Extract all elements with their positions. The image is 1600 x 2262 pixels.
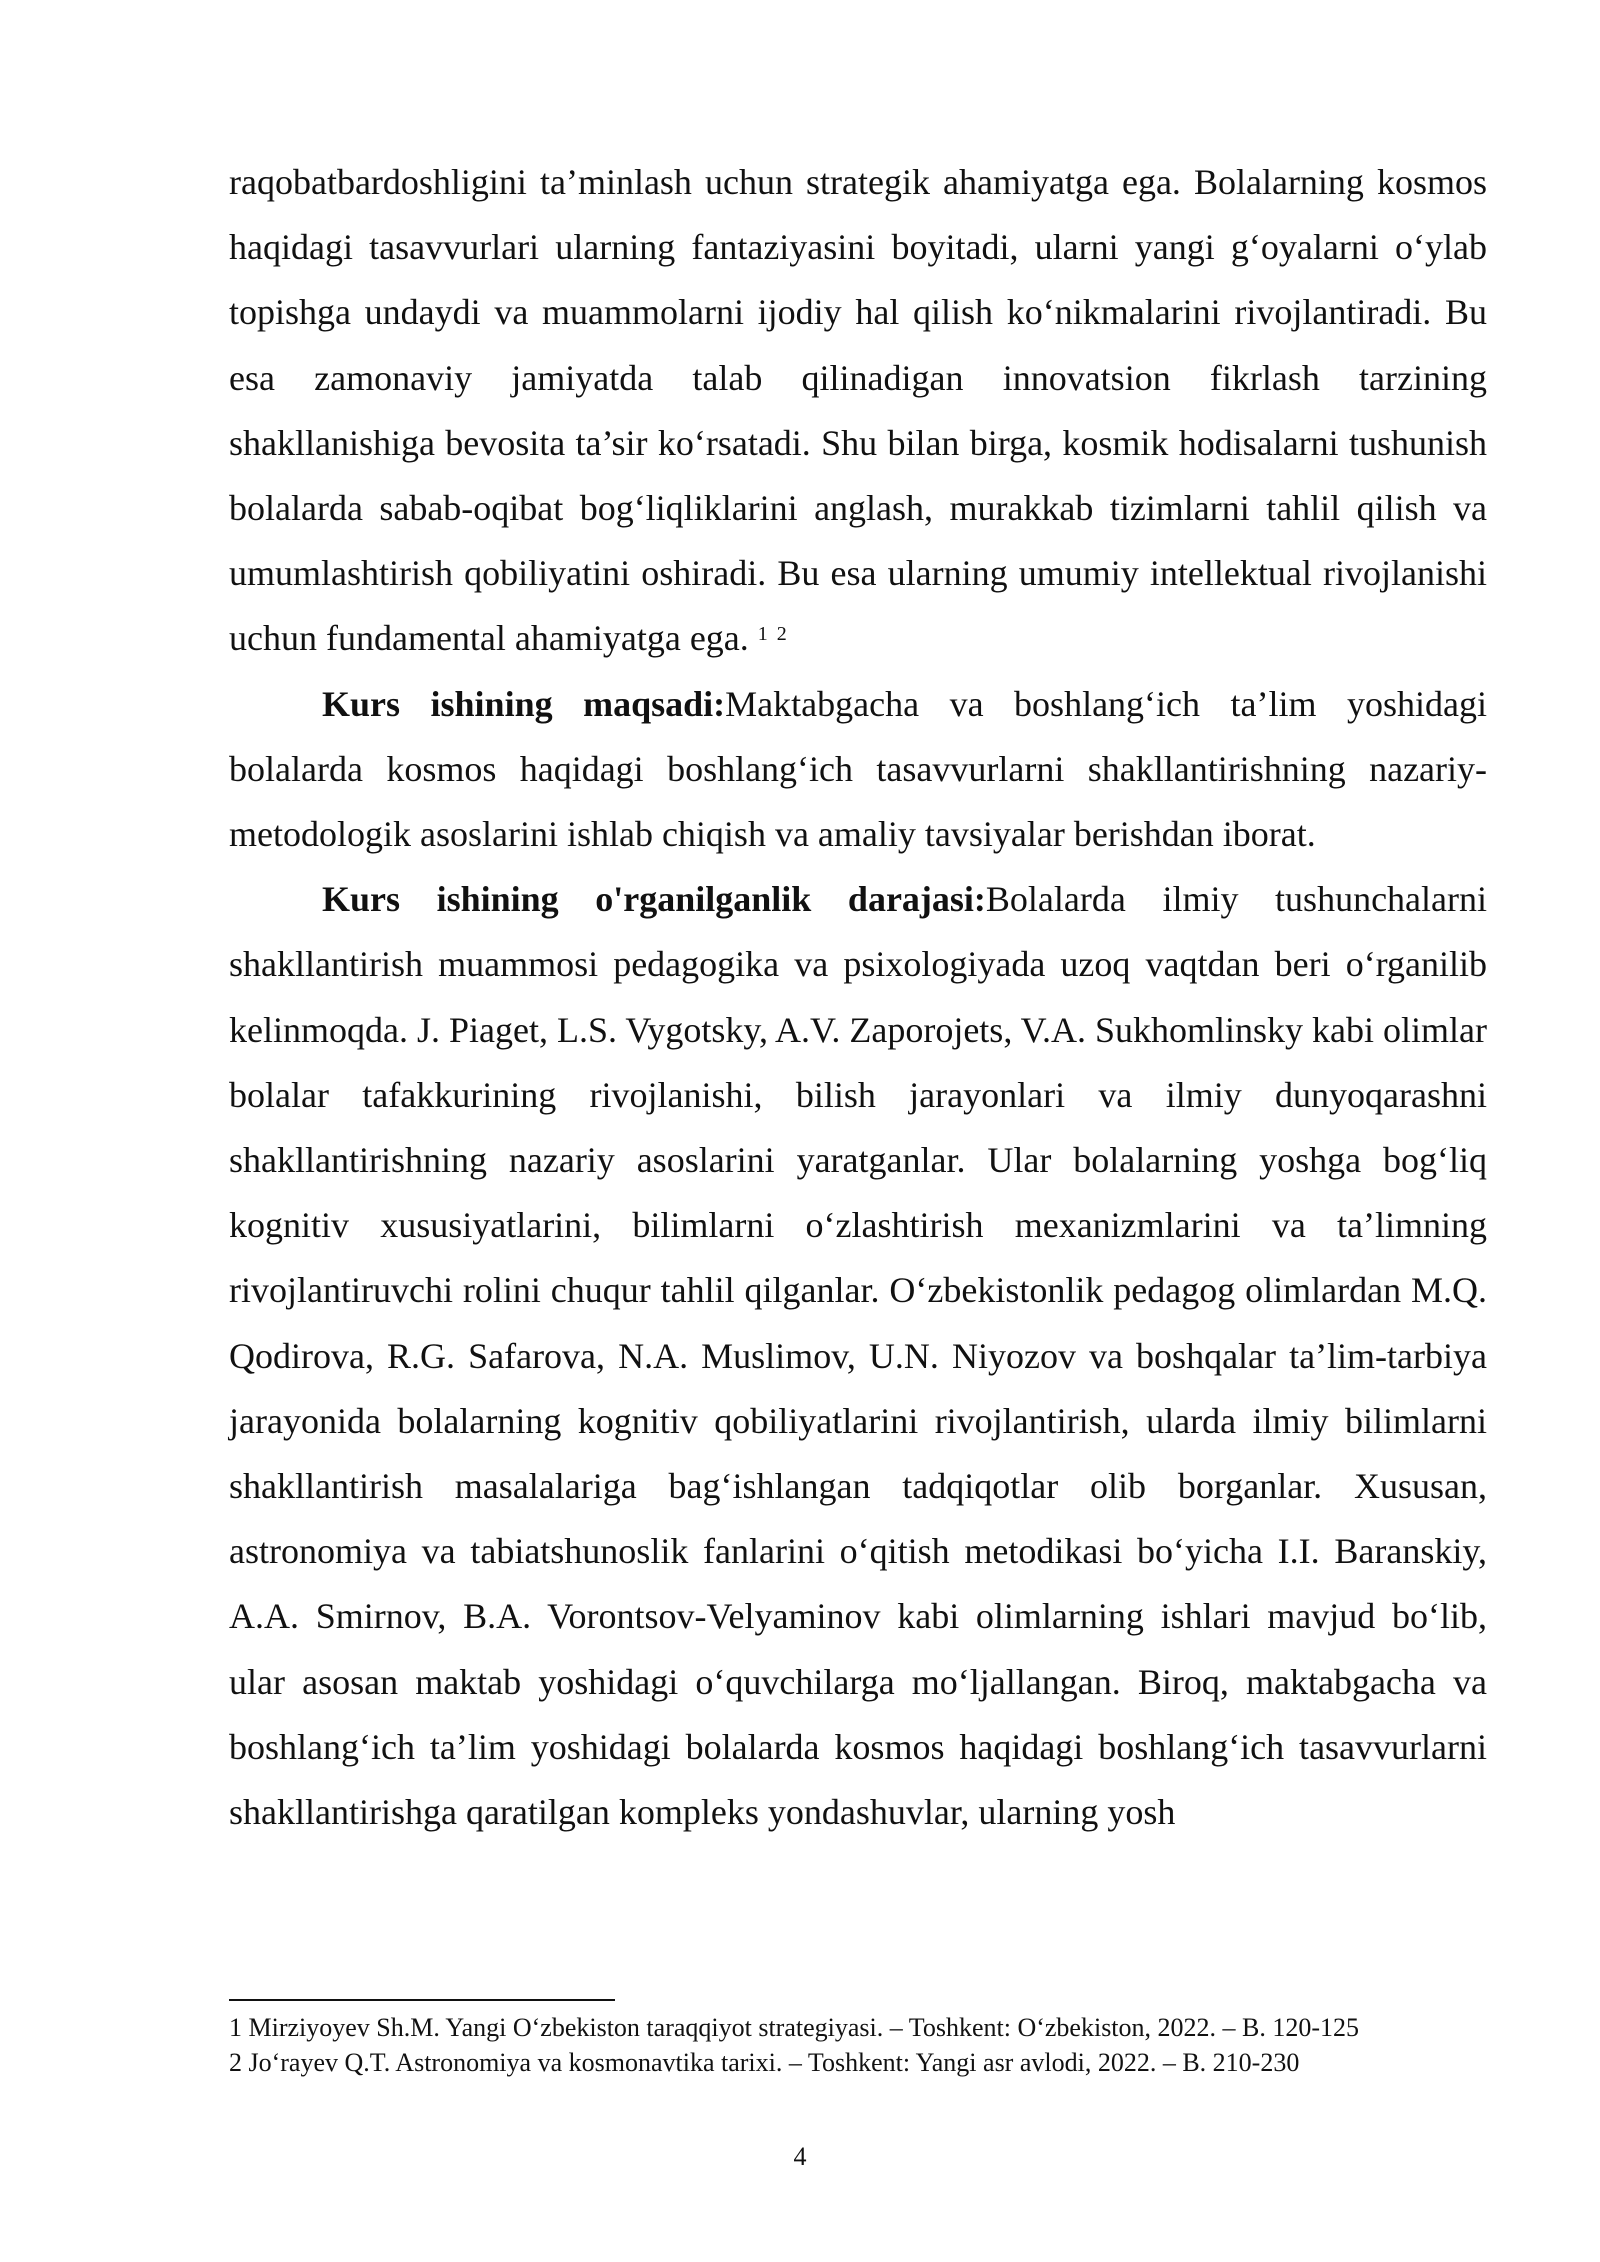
paragraph-heading: Kurs ishining o'rganilganlik darajasi: (322, 879, 986, 920)
body-text (229, 150, 1487, 1845)
paragraph-continuation (229, 150, 1487, 672)
paragraph-goal (229, 672, 1487, 868)
footnotes (229, 2010, 1487, 2080)
paragraph-text: Bolalarda ilmiy tushunchalarni shakllantirish muammosi pedagogika va psixologiyada uzoq vaqtdan beri o‘rganilib kelinmoqda. J. Piaget, L.S. Vygotsky, A.V. Zaporojets, V.A. Sukhomlinsky kabi olimlar bolalar tafakkurining rivojlanishi, bilish jarayonlari va ilmiy dunyoqarashni shakllantirishning nazariy asoslarini yaratganlar. Ular bolalarning yoshga bog‘liq kognitiv xususiyatlarini, bilimlarni o‘zlashtirish mexanizmlarini va ta’limning rivojlantiruvchi rolini chuqur tahlil qilganlar. O‘zbekistonlik pedagog olimlardan M.Q. Qodirova, R.G. Safarova, N.A. Muslimov, U.N. Niyozov va boshqalar ta’lim-tarbiya jarayonida bolalarning kognitiv qobiliyatlarini rivojlantirish, ularda ilmiy bilimlarni shakllantirish masalalariga bag‘ishlangan tadqiqotlar olib borganlar. Xususan, astronomiya va tabiatshunoslik fanlarini o‘qitish metodikasi bo‘yicha I.I. Baranskiy, A.A. Smirnov, B.A. Vorontsov-Velyaminov kabi olimlarning ishlari mavjud bo‘lib, ular asosan maktab yoshidagi o‘quvchilarga mo‘ljallangan. Biroq, maktabgacha va boshlang‘ich ta’lim yoshidagi bolalarda kosmos haqidagi boshlang‘ich tasavvurlarni shakllantirishga qaratilgan kompleks yondashuvlar, ularning yosh (229, 879, 1488, 1833)
footnote (229, 2010, 1487, 2045)
paragraph-text: Maktabgacha va boshlang‘ich ta’lim yoshidagi bolalarda kosmos haqidagi boshlang‘ich tasavvurlarni shakllantirishning nazariy-metodologik asoslarini ishlab chiqish va amaliy tavsiyalar berishdan iborat. (229, 683, 1488, 855)
footnote-number: 1 (229, 2013, 242, 2042)
paragraph-heading: Kurs ishining maqsadi: (322, 683, 726, 724)
paragraph-study-level (229, 867, 1487, 1845)
footnote-text: Mirziyoyev Sh.M. Yangi O‘zbekiston taraqqiyot strategiyasi. – Toshkent: O‘zbekiston, 2022. – B. 120-125 (248, 2013, 1360, 2042)
footnote-separator (229, 1999, 615, 2001)
footnote (229, 2045, 1487, 2080)
footnote-references: 1 2 (757, 623, 789, 646)
paragraph-text: raqobatbardoshligini ta’minlash uchun strategik ahamiyatga ega. Bolalarning kosmos haqidagi tasavvurlari ularning fantaziyasini boyitadi, ularni yangi g‘oyalarni o‘ylab topishga undaydi va muammolarni ijodiy hal qilish ko‘nikmalarini rivojlantiradi. Bu esa zamonaviy jamiyatda talab qilinadigan innovatsion fikrlash tarzining shakllanishiga bevosita ta’sir ko‘rsatadi. Shu bilan birga, kosmik hodisalarni tushunish bolalarda sabab-oqibat bog‘liqliklarini anglash, murakkab tizimlarni tahlil qilish va umumlashtirish qobiliyatini oshiradi. Bu esa ularning umumiy intellektual rivojlanishi uchun fundamental ahamiyatga ega. (229, 162, 1487, 659)
footnote-text: Jo‘rayev Q.T. Astronomiya va kosmonavtika tarixi. – Toshkent: Yangi asr avlodi, 2022. – B. 210-230 (248, 2048, 1300, 2077)
footnote-number: 2 (229, 2048, 242, 2077)
page-number: 4 (793, 2142, 807, 2171)
